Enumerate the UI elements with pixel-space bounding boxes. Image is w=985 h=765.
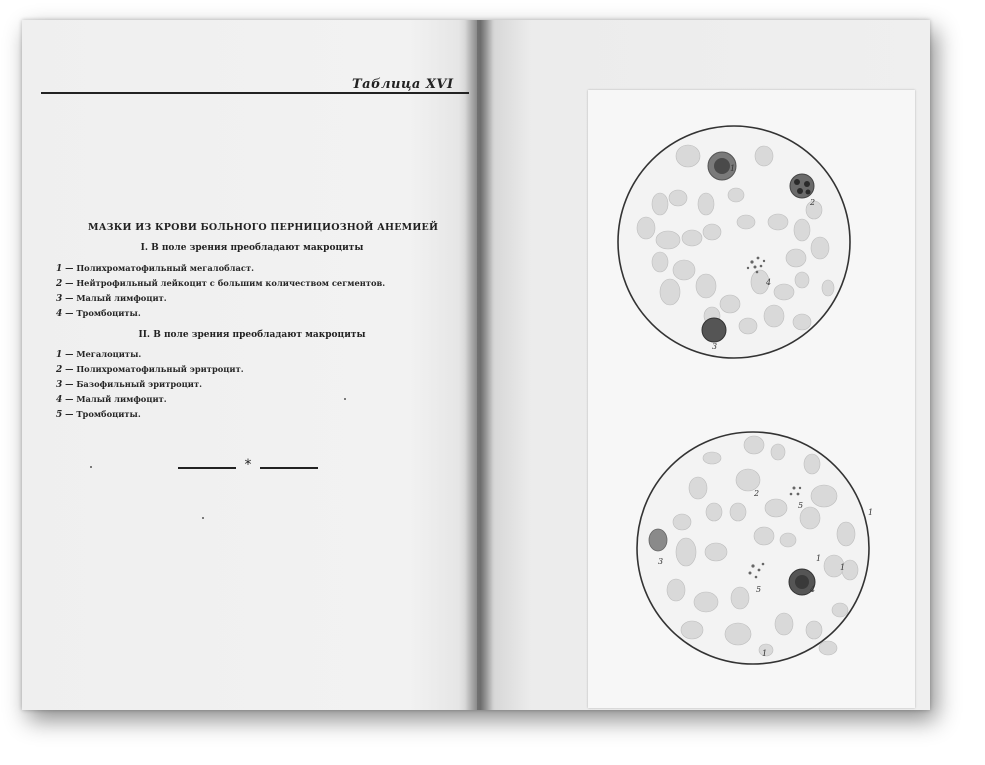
item-number: 1	[56, 350, 63, 360]
paper-speck	[90, 466, 92, 468]
divider-line-left	[178, 467, 236, 469]
cell-label: 2	[810, 198, 816, 207]
microscope-field-top	[618, 126, 850, 358]
section-heading-2: II. В поле зрения преобладают макроциты	[138, 330, 366, 340]
item-text: — Нейтрофильный лейкоцит с большим количеством сегментов.	[65, 278, 386, 288]
item-number: 4	[56, 309, 63, 319]
cell-label: 5	[798, 501, 804, 510]
legend-item	[56, 308, 141, 319]
legend-item	[56, 364, 244, 375]
cell-label: 5	[756, 585, 762, 594]
item-text: — Мегалоциты.	[65, 349, 142, 359]
legend-item	[56, 263, 254, 274]
item-number: 5	[56, 410, 63, 420]
section-heading-1: I. В поле зрения преобладают макроциты	[140, 243, 364, 253]
cell-label: 4	[766, 278, 772, 287]
item-text: — Полихроматофильный мегалобласт.	[65, 263, 254, 273]
legend-item	[56, 293, 167, 304]
cell-label: 3	[712, 342, 718, 351]
item-number: 3	[56, 294, 63, 304]
cell-label: 1	[762, 649, 768, 658]
item-text: — Полихроматофильный эритроцит.	[65, 364, 244, 374]
item-number: 2	[56, 365, 63, 375]
cell-label: 1	[816, 554, 822, 563]
illustration-plate	[588, 90, 915, 708]
legend-item	[56, 379, 202, 390]
paper-speck	[202, 517, 204, 519]
item-number: 3	[56, 380, 63, 390]
legend-item	[56, 349, 141, 360]
cell-label: 4	[810, 585, 816, 594]
microscope-field-bottom	[637, 432, 869, 664]
item-number: 2	[56, 279, 63, 289]
cell-label: 3	[658, 557, 664, 566]
open-book	[22, 20, 930, 710]
item-text: — Тромбоциты.	[65, 409, 141, 419]
item-number: 1	[56, 264, 63, 274]
table-title: Таблица XVI	[352, 77, 454, 92]
blood-smear-illustration	[588, 90, 915, 708]
main-heading: МАЗКИ ИЗ КРОВИ БОЛЬНОГО ПЕРНИЦИОЗНОЙ АНЕМИЕЙ	[88, 222, 439, 233]
item-number: 4	[56, 395, 63, 405]
legend-item	[56, 394, 167, 405]
item-text: — Малый лимфоцит.	[65, 293, 167, 303]
section-divider	[178, 457, 318, 477]
paper-speck	[344, 398, 346, 400]
cell-label: 1	[868, 508, 874, 517]
item-text: — Тромбоциты.	[65, 308, 141, 318]
legend-item	[56, 278, 385, 289]
legend-item	[56, 409, 141, 420]
book-gutter	[465, 20, 493, 710]
cell-label: 1	[840, 563, 846, 572]
divider-line-right	[260, 467, 318, 469]
cell-label: 2	[754, 489, 760, 498]
header-rule	[41, 92, 469, 94]
left-page	[22, 20, 477, 710]
cell-label: 1	[730, 164, 736, 173]
divider-asterisk: *	[244, 457, 252, 473]
item-text: — Базофильный эритроцит.	[65, 379, 202, 389]
item-text: — Малый лимфоцит.	[65, 394, 167, 404]
